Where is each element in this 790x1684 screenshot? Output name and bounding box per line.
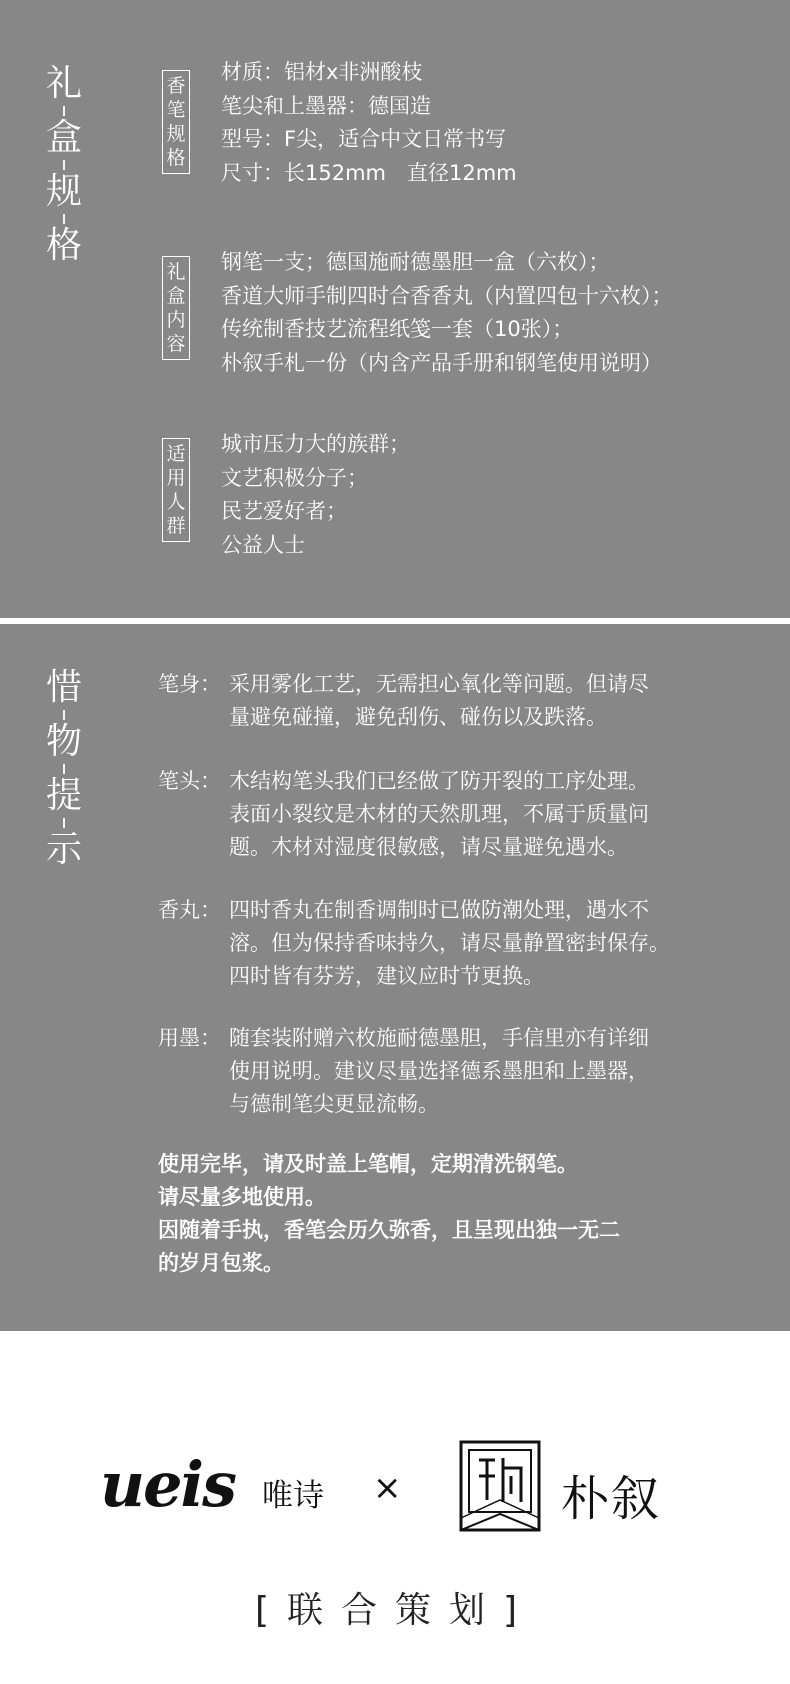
tip-line: 与德制笔尖更显流畅。: [229, 1092, 439, 1116]
tip-line: 四时皆有芬芳，建议应时节更换。: [229, 964, 544, 988]
tip-line: 表面小裂纹是木材的天然肌理，不属于质量问: [229, 802, 649, 826]
tip-line: 采用雾化工艺，无需担心氧化等问题。但请尽: [229, 672, 649, 696]
title-char: 礼: [45, 63, 82, 104]
tip-key: 香丸：: [158, 898, 221, 922]
spec-line: 材质：铝材x非洲酸枝: [221, 60, 423, 84]
title-char: 规: [45, 171, 82, 212]
tip-line: 题。木材对湿度很敏感，请尽量避免遇水。: [229, 835, 628, 859]
label-char: 礼: [166, 261, 186, 283]
title-char: 格: [45, 225, 82, 266]
label-char: 适: [166, 443, 186, 465]
label-char: 内: [166, 309, 186, 331]
closing-line: 因随着手执，香笔会历久弥香，且呈现出独一无二: [158, 1218, 620, 1242]
label-char: 香: [166, 75, 186, 97]
tip-key: 笔身：: [158, 672, 221, 696]
content-line: 朴叙手札一份（内含产品手册和钢笔使用说明）: [221, 350, 662, 375]
label-char: 人: [166, 491, 186, 513]
puxu-brand-name: 朴叙: [561, 1471, 662, 1527]
title-divider: [63, 160, 65, 170]
weis-brand-name: 唯诗: [262, 1478, 324, 1514]
tip-line: 溶。但为保持香味持久，请尽量静置密封保存。: [229, 931, 670, 955]
content-line: 传统制香技艺流程纸笺一套（10张）；: [221, 317, 574, 341]
care-tip-pen-body: [158, 668, 738, 734]
gift-box-spec-title: [42, 62, 86, 268]
title-divider: [63, 764, 65, 774]
label-char: 群: [166, 515, 186, 537]
title-char: 盒: [45, 117, 82, 158]
care-tip-incense: [158, 894, 738, 993]
audience-line: 城市压力大的族群；: [221, 432, 410, 456]
title-char: 提: [45, 775, 82, 816]
audience-line: 文艺积极分子；: [221, 465, 368, 490]
closing-line: 使用完毕，请及时盖上笔帽，定期清洗钢笔。: [158, 1152, 578, 1176]
audience-label: [162, 438, 190, 542]
title-divider: [63, 106, 65, 116]
tip-line: 木结构笔头我们已经做了防开裂的工序处理。: [229, 769, 649, 793]
weis-script-logo: ueis: [100, 1448, 235, 1521]
label-char: 笔: [166, 99, 186, 121]
audience-line: 公益人士: [221, 532, 305, 557]
care-tips-title: [42, 666, 86, 872]
tip-line: 随套装附赠六枚施耐德墨胆，手信里亦有详细: [229, 1026, 649, 1050]
spec-line: 笔尖和上墨器：德国造: [221, 93, 431, 118]
pen-spec-label: [162, 70, 190, 174]
label-char: 格: [166, 147, 186, 169]
audience-line: 民艺爱好者；: [221, 499, 347, 523]
content-line: 钢笔一支；德国施耐德墨胆一盒（六枚）；: [221, 250, 610, 274]
tip-line: 使用说明。建议尽量选择德系墨胆和上墨器，: [229, 1059, 649, 1083]
gift-box-spec-panel: [0, 0, 790, 618]
title-divider: [63, 710, 65, 720]
tip-key: 用墨：: [158, 1026, 221, 1050]
label-char: 用: [166, 467, 186, 489]
collaboration-cross: ×: [373, 1468, 402, 1508]
label-char: 规: [166, 123, 186, 145]
closing-line: 请尽量多地使用。: [158, 1185, 326, 1209]
care-tip-pen-head: [158, 765, 738, 864]
box-content-label: [162, 256, 190, 360]
title-char: 物: [45, 721, 82, 762]
title-char: 惜: [45, 667, 82, 708]
spec-line: 型号：F尖，适合中文日常书写: [221, 127, 507, 151]
title-divider: [63, 818, 65, 828]
audience-lines: [221, 428, 410, 562]
label-char: 容: [166, 333, 186, 355]
care-tip-ink: [158, 1022, 738, 1121]
brand-logo-row: [0, 1430, 790, 1550]
label-char: 盒: [166, 285, 186, 307]
spec-line: 尺寸：长152mm 直径12mm: [221, 160, 517, 185]
title-char: 示: [45, 829, 82, 870]
closing-line: 的岁月包浆。: [158, 1251, 284, 1275]
tip-key: 笔头：: [158, 769, 221, 793]
box-content-lines: [221, 246, 673, 380]
pen-spec-lines: [221, 56, 517, 190]
care-closing-note: [158, 1148, 620, 1280]
tip-line: 四时香丸在制香调制时已做防潮处理，遇水不: [229, 898, 649, 922]
tip-line: 量避免碰撞，避免刮伤、碰伤以及跌落。: [229, 705, 607, 729]
puxu-seal-icon: [459, 1440, 541, 1532]
title-divider: [63, 214, 65, 224]
joint-planning-caption: [联合策划]: [254, 1590, 536, 1631]
content-line: 香道大师手制四时合香香丸（内置四包十六枚）；: [221, 283, 673, 308]
